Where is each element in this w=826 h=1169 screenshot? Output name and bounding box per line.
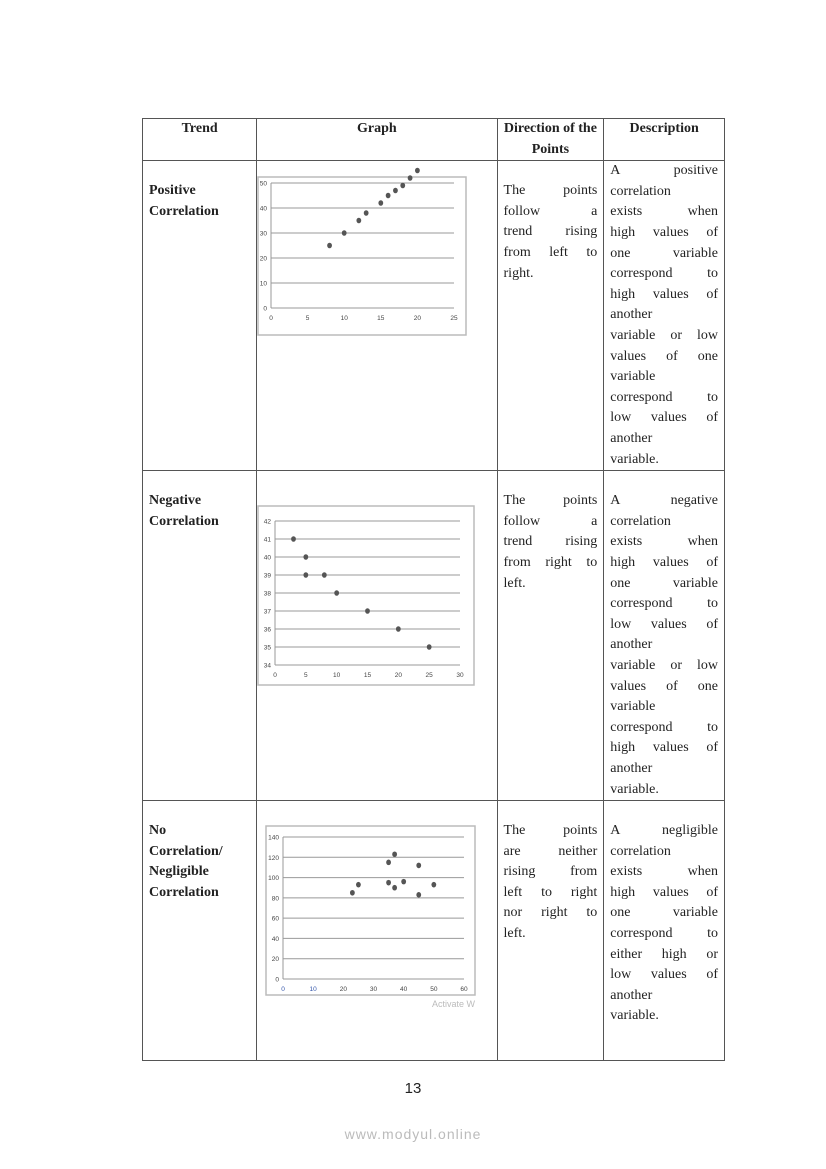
text-line: low values of <box>610 967 718 983</box>
description-cell <box>604 801 725 1061</box>
text-line: another <box>610 987 653 1003</box>
data-point <box>417 892 422 898</box>
y-tick-label: 0 <box>263 305 268 313</box>
x-tick-label: 40 <box>400 986 408 994</box>
text-line: variable or low <box>610 657 718 673</box>
text-line: Negative <box>149 493 202 509</box>
data-point <box>415 168 420 174</box>
text-line: follow a <box>503 203 598 219</box>
text-line: correlation <box>610 513 671 529</box>
description-cell <box>604 471 725 801</box>
data-point <box>427 644 432 650</box>
text-line: The points <box>503 183 598 199</box>
text-line: A negative <box>610 493 718 509</box>
direction-text <box>504 821 598 945</box>
y-tick-label: 34 <box>264 662 272 670</box>
text-line: correlation <box>610 183 671 199</box>
y-tick-label: 36 <box>264 626 272 634</box>
x-tick-label: 25 <box>425 672 434 680</box>
trend-cell <box>143 471 257 801</box>
graph-cell <box>257 471 497 801</box>
text-line: high values of <box>610 554 718 570</box>
trend-label <box>149 821 250 903</box>
x-tick-label: 5 <box>304 672 308 680</box>
text-line: trend rising <box>503 224 598 240</box>
y-tick-label: 35 <box>264 644 272 652</box>
y-tick-label: 41 <box>264 536 272 544</box>
text-line: variable or low <box>610 327 718 343</box>
graph-cell <box>257 161 497 471</box>
y-tick-label: 10 <box>260 280 268 288</box>
data-point <box>402 879 407 885</box>
text-line: A positive <box>610 163 718 179</box>
text-line: Positive <box>149 183 196 199</box>
text-line: rising from <box>503 864 598 880</box>
x-tick-label: 10 <box>333 672 341 680</box>
text-line: left. <box>503 926 526 942</box>
data-point <box>392 852 397 858</box>
text-line: correspond to <box>610 389 718 405</box>
header-graph: Graph <box>257 119 497 161</box>
table-row <box>143 161 725 471</box>
chart-frame <box>266 826 475 995</box>
data-point <box>357 218 362 224</box>
header-row <box>143 119 725 161</box>
data-point <box>386 193 391 199</box>
text-line: correspond to <box>610 926 718 942</box>
chart-frame <box>258 506 474 685</box>
text-line: either high or <box>610 946 718 962</box>
data-point <box>356 882 361 888</box>
text-line: exists when <box>610 204 718 220</box>
text-line: values of one <box>610 348 718 364</box>
y-tick-label: 50 <box>260 180 268 188</box>
x-tick-label: 20 <box>339 986 348 994</box>
text-line: The points <box>503 823 598 839</box>
y-tick-label: 140 <box>268 834 280 842</box>
trend-label <box>149 491 250 532</box>
x-tick-label: 20 <box>394 672 403 680</box>
description-cell <box>604 161 725 471</box>
text-line: exists when <box>610 534 718 550</box>
data-point <box>417 863 422 869</box>
text-line: from left to <box>503 244 598 260</box>
x-tick-label: 30 <box>370 986 378 994</box>
y-tick-label: 38 <box>264 590 272 598</box>
text-line: nor right to <box>503 905 598 921</box>
text-line: another <box>610 430 653 446</box>
text-line: correspond to <box>610 266 718 282</box>
data-point <box>393 188 398 194</box>
y-tick-label: 120 <box>268 854 280 862</box>
chart-frame <box>258 177 466 335</box>
description-text <box>610 821 718 1027</box>
text-line: variable <box>610 699 656 715</box>
text-line: variable. <box>610 1008 659 1024</box>
trend-cell <box>143 161 257 471</box>
x-tick-label: 0 <box>281 986 286 994</box>
x-tick-label: 20 <box>414 315 422 323</box>
data-point <box>401 183 406 189</box>
text-line: variable <box>610 369 656 385</box>
text-line: left. <box>503 575 526 591</box>
text-line: low values of <box>610 410 718 426</box>
table-row <box>143 471 725 801</box>
data-point <box>392 885 397 891</box>
data-point <box>304 554 309 560</box>
page-number: 13 <box>404 1080 422 1097</box>
text-line: A negligible <box>610 823 718 839</box>
text-line: variable. <box>610 781 659 797</box>
text-line: another <box>610 307 653 323</box>
text-line: values of one <box>610 678 718 694</box>
description-text <box>610 491 718 800</box>
text-line: one variable <box>610 905 718 921</box>
positive-scatter-chart <box>257 167 469 357</box>
text-line: correspond to <box>610 719 718 735</box>
text-line: Negligible <box>149 864 209 880</box>
text-line: correlation <box>610 843 671 859</box>
y-tick-label: 37 <box>264 608 272 616</box>
y-tick-label: 60 <box>272 915 280 923</box>
graph-cell <box>257 801 497 1061</box>
header-description: Description <box>604 119 725 161</box>
y-tick-label: 42 <box>264 518 272 526</box>
data-point <box>304 572 309 578</box>
direction-text <box>504 491 598 594</box>
text-line: low values of <box>610 616 718 632</box>
x-tick-label: 50 <box>430 986 438 994</box>
text-line: Correlation <box>149 203 219 219</box>
text-line: left to right <box>503 884 598 900</box>
trend-cell <box>143 801 257 1061</box>
data-point <box>322 572 327 578</box>
data-point <box>350 890 355 896</box>
text-line: right. <box>503 265 534 281</box>
y-tick-label: 20 <box>260 255 268 263</box>
x-tick-label: 10 <box>340 315 349 323</box>
correlation-table <box>142 118 725 1061</box>
direction-cell <box>497 471 604 801</box>
text-line: No <box>149 823 167 839</box>
data-point <box>327 243 332 249</box>
text-line: follow a <box>503 513 598 529</box>
data-point <box>396 626 401 632</box>
y-tick-label: 30 <box>260 230 268 238</box>
text-line: are neither <box>503 843 598 859</box>
direction-cell <box>497 161 604 471</box>
y-tick-label: 40 <box>264 554 272 562</box>
y-tick-label: 0 <box>275 976 280 984</box>
text-line: trend rising <box>503 534 598 550</box>
no-correlation-scatter-chart <box>265 825 479 1011</box>
data-point <box>408 175 413 181</box>
text-line: high values of <box>610 884 718 900</box>
y-tick-label: 40 <box>260 205 268 213</box>
text-line: from right to <box>503 554 598 570</box>
x-tick-label: 60 <box>460 986 468 994</box>
x-tick-label: 15 <box>377 315 385 323</box>
y-tick-label: 39 <box>264 572 272 580</box>
x-tick-label: 10 <box>309 986 318 994</box>
text-line: Correlation <box>149 884 219 900</box>
text-line: high values of <box>610 286 718 302</box>
text-line: high values of <box>610 740 718 756</box>
text-line: exists when <box>610 864 718 880</box>
data-point <box>379 200 384 206</box>
x-tick-label: 30 <box>456 672 464 680</box>
table-row <box>143 801 725 1061</box>
data-point <box>342 230 347 236</box>
x-tick-label: 5 <box>306 315 310 323</box>
text-line: another <box>610 760 653 776</box>
text-line: The points <box>503 493 598 509</box>
text-line: one variable <box>610 245 718 261</box>
trend-label <box>149 181 250 222</box>
description-text <box>610 161 718 470</box>
watermark-text: Activate W <box>432 999 476 1010</box>
text-line: high values of <box>610 224 718 240</box>
data-point <box>291 536 296 542</box>
data-point <box>432 882 437 888</box>
x-tick-label: 0 <box>273 672 278 680</box>
data-point <box>386 880 391 886</box>
direction-cell <box>497 801 604 1061</box>
header-trend: Trend <box>143 119 257 161</box>
x-tick-label: 0 <box>269 315 274 323</box>
negative-scatter-chart <box>257 505 477 695</box>
text-line: one variable <box>610 575 718 591</box>
y-tick-label: 40 <box>272 936 280 944</box>
x-tick-label: 25 <box>450 315 458 323</box>
y-tick-label: 100 <box>268 875 280 883</box>
header-direction: Direction of the Points <box>497 119 604 161</box>
data-point <box>365 608 370 614</box>
data-point <box>335 590 340 596</box>
direction-text <box>504 181 598 284</box>
text-line: correspond to <box>610 596 718 612</box>
y-tick-label: 80 <box>272 895 280 903</box>
text-line: another <box>610 637 653 653</box>
data-point <box>364 210 369 216</box>
footer-url: www.modyul.online <box>344 1126 482 1142</box>
y-tick-label: 20 <box>272 956 280 964</box>
text-line: Correlation/ <box>149 843 223 859</box>
data-point <box>386 860 391 866</box>
x-tick-label: 15 <box>364 672 372 680</box>
text-line: variable. <box>610 451 659 467</box>
text-line: Correlation <box>149 513 219 529</box>
